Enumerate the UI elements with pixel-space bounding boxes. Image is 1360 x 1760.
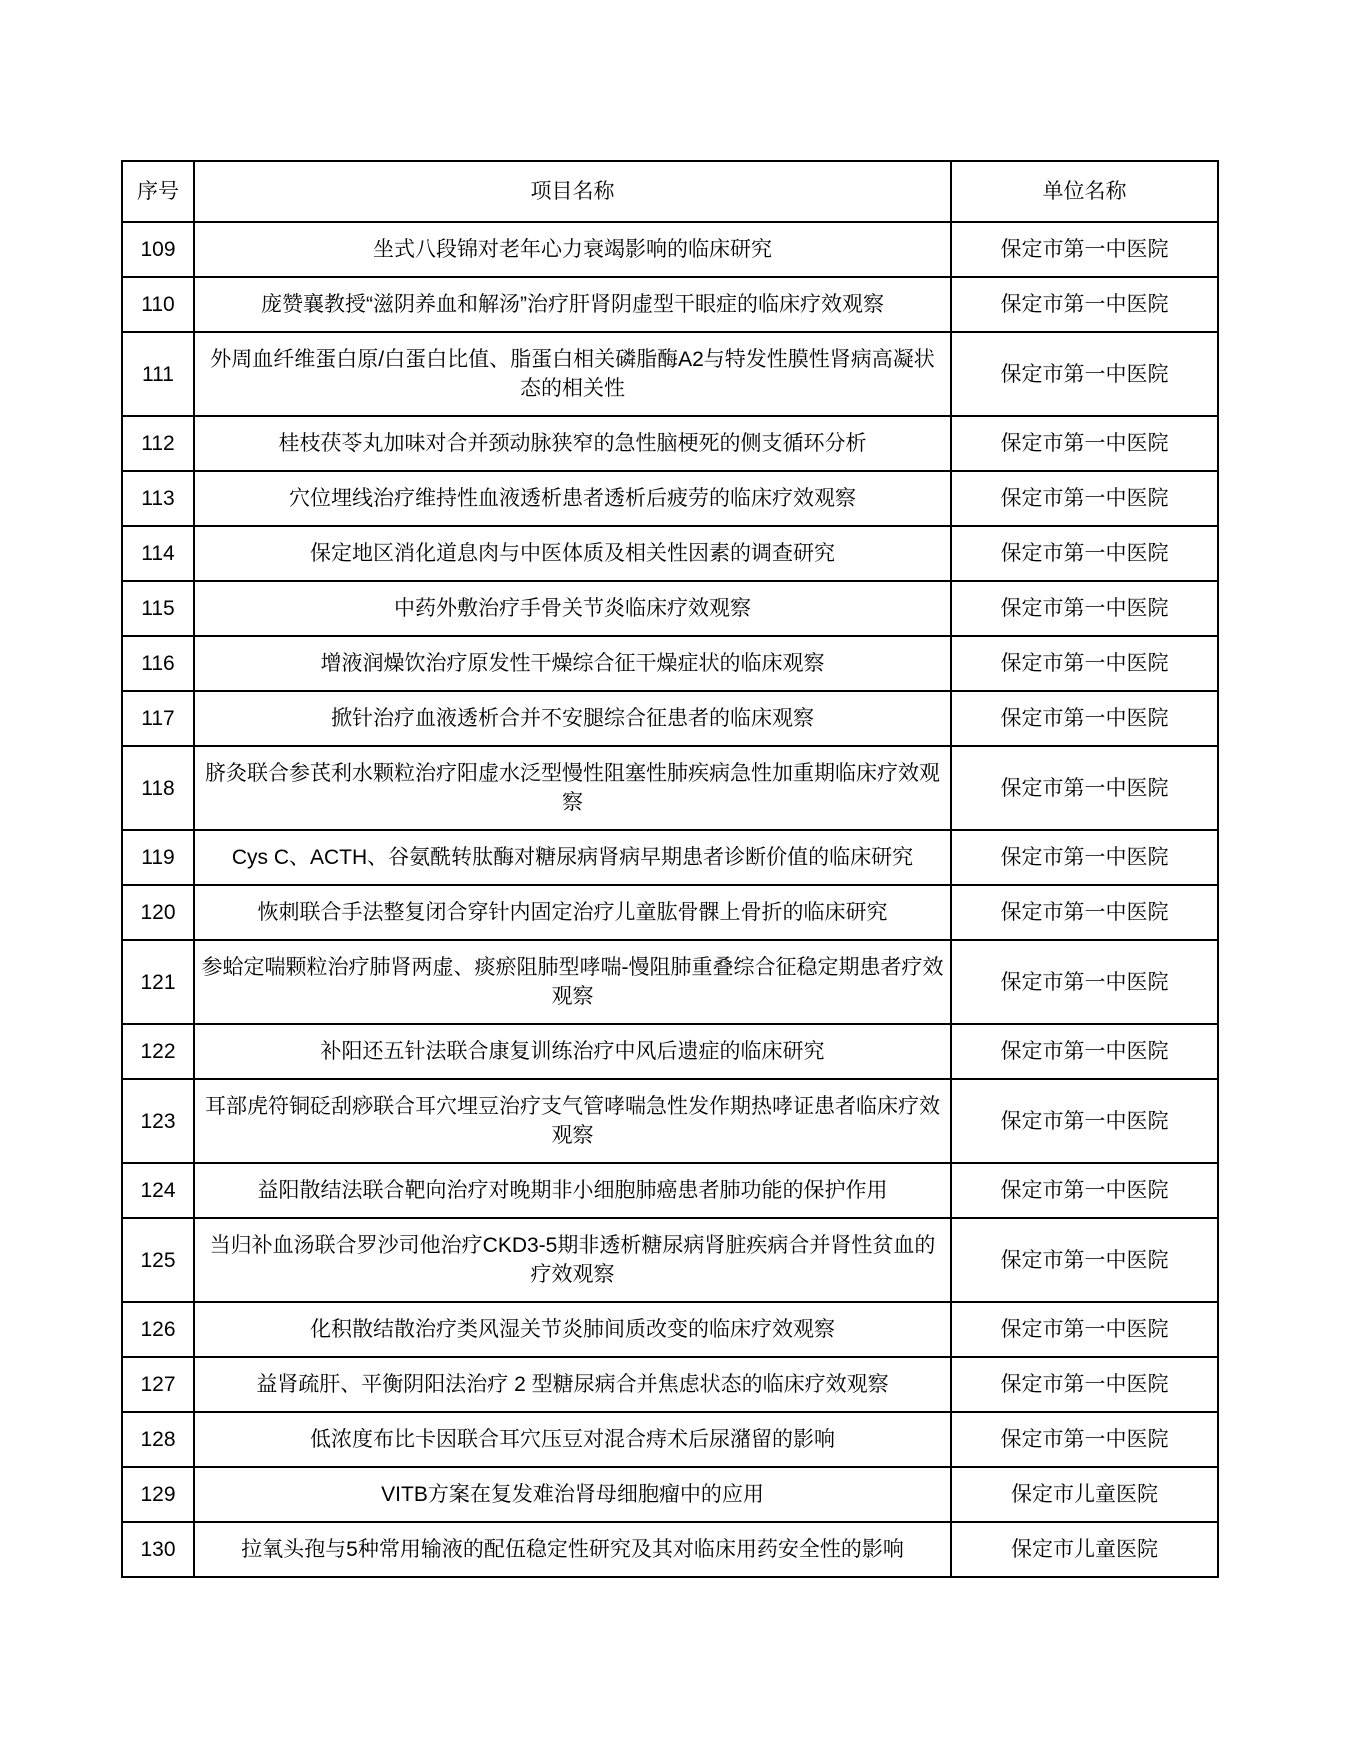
serial-number-cell: 127: [122, 1357, 194, 1412]
unit-name-cell: 保定市第一中医院: [951, 1218, 1218, 1302]
project-name-cell: 耳部虎符铜砭刮痧联合耳穴埋豆治疗支气管哮喘急性发作期热哮证患者临床疗效观察: [194, 1079, 951, 1163]
serial-number-cell: 118: [122, 746, 194, 830]
unit-name-cell: 保定市第一中医院: [951, 1357, 1218, 1412]
unit-name-cell: 保定市第一中医院: [951, 526, 1218, 581]
unit-name-cell: 保定市第一中医院: [951, 1412, 1218, 1467]
table-row: [122, 471, 1218, 526]
project-name-cell: 庞赞襄教授“滋阴养血和解汤”治疗肝肾阴虚型干眼症的临床疗效观察: [194, 277, 951, 332]
table-row: [122, 636, 1218, 691]
header-project-name: 项目名称: [194, 161, 951, 222]
serial-number-cell: 124: [122, 1163, 194, 1218]
table-row: [122, 1163, 1218, 1218]
serial-number-cell: 119: [122, 830, 194, 885]
project-name-cell: 拉氧头孢与5种常用输液的配伍稳定性研究及其对临床用药安全性的影响: [194, 1522, 951, 1577]
table-row: [122, 830, 1218, 885]
project-name-cell: 化积散结散治疗类风湿关节炎肺间质改变的临床疗效观察: [194, 1302, 951, 1357]
unit-name-cell: 保定市第一中医院: [951, 1079, 1218, 1163]
project-name-cell: 穴位埋线治疗维持性血液透析患者透析后疲劳的临床疗效观察: [194, 471, 951, 526]
project-name-cell: 坐式八段锦对老年心力衰竭影响的临床研究: [194, 222, 951, 277]
serial-number-cell: 112: [122, 416, 194, 471]
unit-name-cell: 保定市第一中医院: [951, 830, 1218, 885]
serial-number-cell: 122: [122, 1024, 194, 1079]
table-row: [122, 1467, 1218, 1522]
unit-name-cell: 保定市第一中医院: [951, 222, 1218, 277]
serial-number-cell: 125: [122, 1218, 194, 1302]
project-name-cell: 补阳还五针法联合康复训练治疗中风后遗症的临床研究: [194, 1024, 951, 1079]
table-row: [122, 1357, 1218, 1412]
unit-name-cell: 保定市儿童医院: [951, 1467, 1218, 1522]
unit-name-cell: 保定市第一中医院: [951, 471, 1218, 526]
table-row: [122, 526, 1218, 581]
table-row: [122, 940, 1218, 1024]
serial-number-cell: 117: [122, 691, 194, 746]
table-header-row: [122, 161, 1218, 222]
project-name-cell: 益肾疏肝、平衡阴阳法治疗 2 型糖尿病合并焦虑状态的临床疗效观察: [194, 1357, 951, 1412]
table-body: [122, 222, 1218, 1577]
project-name-cell: 桂枝茯苓丸加味对合并颈动脉狭窄的急性脑梗死的侧支循环分析: [194, 416, 951, 471]
project-name-cell: 增液润燥饮治疗原发性干燥综合征干燥症状的临床观察: [194, 636, 951, 691]
unit-name-cell: 保定市第一中医院: [951, 885, 1218, 940]
unit-name-cell: 保定市第一中医院: [951, 1163, 1218, 1218]
unit-name-cell: 保定市第一中医院: [951, 332, 1218, 416]
table-row: [122, 332, 1218, 416]
project-name-cell: Cys C、ACTH、谷氨酰转肽酶对糖尿病肾病早期患者诊断价值的临床研究: [194, 830, 951, 885]
project-name-cell: 当归补血汤联合罗沙司他治疗CKD3-5期非透析糖尿病肾脏疾病合并肾性贫血的疗效观察: [194, 1218, 951, 1302]
table-row: [122, 416, 1218, 471]
project-name-cell: 恢刺联合手法整复闭合穿针内固定治疗儿童肱骨髁上骨折的临床研究: [194, 885, 951, 940]
table-row: [122, 222, 1218, 277]
table-row: [122, 885, 1218, 940]
unit-name-cell: 保定市第一中医院: [951, 416, 1218, 471]
serial-number-cell: 123: [122, 1079, 194, 1163]
project-name-cell: 掀针治疗血液透析合并不安腿综合征患者的临床观察: [194, 691, 951, 746]
project-name-cell: VITB方案在复发难治肾母细胞瘤中的应用: [194, 1467, 951, 1522]
serial-number-cell: 116: [122, 636, 194, 691]
unit-name-cell: 保定市第一中医院: [951, 1024, 1218, 1079]
table-row: [122, 1412, 1218, 1467]
table-row: [122, 1522, 1218, 1577]
serial-number-cell: 114: [122, 526, 194, 581]
header-serial-number: 序号: [122, 161, 194, 222]
serial-number-cell: 115: [122, 581, 194, 636]
project-name-cell: 脐灸联合参芪利水颗粒治疗阳虚水泛型慢性阻塞性肺疾病急性加重期临床疗效观察: [194, 746, 951, 830]
table-row: [122, 1079, 1218, 1163]
serial-number-cell: 120: [122, 885, 194, 940]
table-row: [122, 746, 1218, 830]
table-row: [122, 581, 1218, 636]
unit-name-cell: 保定市第一中医院: [951, 1302, 1218, 1357]
serial-number-cell: 128: [122, 1412, 194, 1467]
serial-number-cell: 129: [122, 1467, 194, 1522]
serial-number-cell: 130: [122, 1522, 194, 1577]
table-row: [122, 1302, 1218, 1357]
unit-name-cell: 保定市第一中医院: [951, 277, 1218, 332]
serial-number-cell: 113: [122, 471, 194, 526]
unit-name-cell: 保定市第一中医院: [951, 581, 1218, 636]
serial-number-cell: 126: [122, 1302, 194, 1357]
serial-number-cell: 109: [122, 222, 194, 277]
serial-number-cell: 110: [122, 277, 194, 332]
table-row: [122, 1218, 1218, 1302]
serial-number-cell: 121: [122, 940, 194, 1024]
project-name-cell: 益阳散结法联合靶向治疗对晚期非小细胞肺癌患者肺功能的保护作用: [194, 1163, 951, 1218]
header-unit-name: 单位名称: [951, 161, 1218, 222]
unit-name-cell: 保定市第一中医院: [951, 691, 1218, 746]
table-row: [122, 691, 1218, 746]
unit-name-cell: 保定市第一中医院: [951, 940, 1218, 1024]
table-row: [122, 1024, 1218, 1079]
project-name-cell: 保定地区消化道息肉与中医体质及相关性因素的调查研究: [194, 526, 951, 581]
project-name-cell: 中药外敷治疗手骨关节炎临床疗效观察: [194, 581, 951, 636]
unit-name-cell: 保定市第一中医院: [951, 636, 1218, 691]
project-name-cell: 外周血纤维蛋白原/白蛋白比值、脂蛋白相关磷脂酶A2与特发性膜性肾病高凝状态的相关性: [194, 332, 951, 416]
unit-name-cell: 保定市第一中医院: [951, 746, 1218, 830]
projects-table: [121, 160, 1219, 1578]
table-row: [122, 277, 1218, 332]
project-name-cell: 低浓度布比卡因联合耳穴压豆对混合痔术后尿潴留的影响: [194, 1412, 951, 1467]
project-name-cell: 参蛤定喘颗粒治疗肺肾两虚、痰瘀阻肺型哮喘-慢阻肺重叠综合征稳定期患者疗效观察: [194, 940, 951, 1024]
serial-number-cell: 111: [122, 332, 194, 416]
unit-name-cell: 保定市儿童医院: [951, 1522, 1218, 1577]
